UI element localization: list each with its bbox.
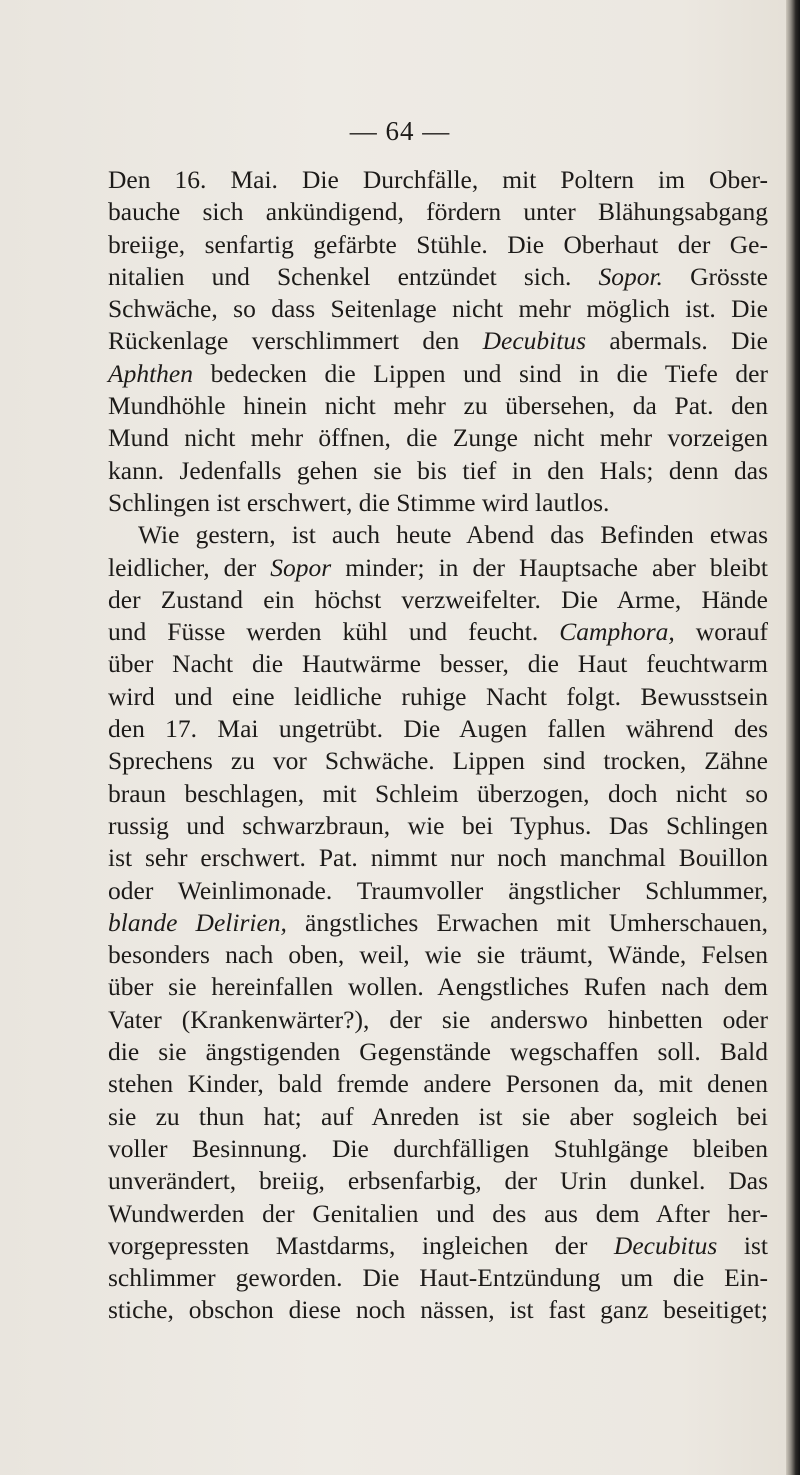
- text-line: schlimmer geworden. Die Haut-Entzündung um die Ein-: [108, 1263, 768, 1293]
- text-line: [108, 261, 768, 293]
- text-segment: ängstliches Erwachen mit Umherschauen,: [286, 907, 769, 937]
- text-line: bauche sich ankündigend, fördern unter Blähungsabgang: [108, 197, 768, 227]
- text-line: wird und eine leidliche ruhige Nacht folgt. Bewusstsein: [108, 681, 768, 711]
- text-line: Sprechens zu vor Schwäche. Lippen sind trocken, Zähne: [108, 746, 768, 776]
- text-line: Vater (Krankenwärter?), der sie anderswo hinbetten oder: [108, 1004, 768, 1034]
- italic-term: Sopor.: [598, 261, 663, 291]
- italic-term: Sopor: [270, 552, 332, 582]
- text-line: [108, 358, 768, 390]
- text-segment: ist: [717, 1230, 768, 1260]
- text-segment: minder; in der Hauptsache aber bleibt: [331, 552, 768, 582]
- text-line: Schlingen ist erschwert, die Stimme wird lautlos.: [108, 487, 610, 517]
- text-line: russig und schwarzbraun, wie bei Typhus. Das Schlingen: [108, 810, 768, 840]
- text-line: voller Besinnung. Die durchfälligen Stuhlgänge bleiben: [108, 1133, 768, 1163]
- text-line: Schwäche, so dass Seitenlage nicht mehr möglich ist. Die: [108, 294, 768, 324]
- text-line: oder Weinlimonade. Traumvoller ängstlicher Schlummer,: [108, 875, 768, 905]
- text-segment: worauf: [674, 617, 768, 647]
- text-segment: vorgepressten Mastdarms, ingleichen der: [108, 1230, 614, 1260]
- text-line: Wundwerden der Genitalien und des aus dem After her-: [108, 1198, 768, 1228]
- text-line: ist sehr erschwert. Pat. nimmt nur noch manchmal Bouillon: [108, 843, 768, 873]
- text-line: besonders nach oben, weil, wie sie träumt, Wände, Felsen: [108, 940, 768, 970]
- text-line: sie zu thun hat; auf Anreden ist sie aber sogleich bei: [108, 1101, 768, 1131]
- text-line: unverändert, breiig, erbsenfarbig, der Urin dunkel. Das: [108, 1166, 768, 1196]
- text-line: die sie ängstigenden Gegenstände wegschaffen soll. Bald: [108, 1037, 768, 1067]
- text-segment: und Füsse werden kühl und feucht.: [108, 617, 560, 647]
- text-line: [108, 616, 768, 648]
- text-line: [108, 907, 768, 939]
- text-line: der Zustand ein höchst verzweifelter. Die Arme, Hände: [108, 584, 768, 614]
- text-line: Mundhöhle hinein nicht mehr zu übersehen, da Pat. den: [108, 391, 768, 421]
- text-line: stiche, obschon diese noch nässen, ist fast ganz beseitiget;: [108, 1295, 768, 1325]
- text-line: [108, 1230, 768, 1262]
- text-segment: bedecken die Lippen und sind in die Tiefe der: [192, 358, 768, 388]
- text-line: [108, 325, 768, 357]
- italic-term: Camphora,: [559, 617, 675, 647]
- text-segment: Rückenlage verschlimmert den: [108, 326, 483, 356]
- page-body-text: [108, 164, 768, 1327]
- page-number-header: — 64 —: [349, 116, 451, 146]
- text-line: über sie hereinfallen wollen. Aengstliches Rufen nach dem: [108, 972, 768, 1002]
- text-line: breiige, senfartig gefärbte Stühle. Die Oberhaut der Ge-: [108, 229, 768, 259]
- text-line: Wie gestern, ist auch heute Abend das Befinden etwas: [138, 520, 768, 550]
- text-segment: Grösste: [662, 261, 768, 291]
- text-line: den 17. Mai ungetrübt. Die Augen fallen während des: [108, 714, 768, 744]
- text-line: Den 16. Mai. Die Durchfälle, mit Poltern im Ober-: [108, 165, 768, 194]
- italic-term: Decubitus: [613, 1230, 718, 1260]
- text-line: braun beschlagen, mit Schleim überzogen, doch nicht so: [108, 778, 768, 808]
- text-line: Mund nicht mehr öffnen, die Zunge nicht mehr vorzeigen: [108, 423, 768, 453]
- text-line: [108, 552, 768, 584]
- text-segment: leidlicher, der: [108, 552, 271, 582]
- text-line: kann. Jedenfalls gehen sie bis tief in den Hals; denn das: [108, 455, 768, 485]
- text-line: über Nacht die Hautwärme besser, die Haut feuchtwarm: [108, 649, 768, 679]
- italic-term: Aphthen: [108, 358, 193, 388]
- text-segment: nitalien und Schenkel entzündet sich.: [108, 261, 599, 291]
- page-edge-shadow: [786, 0, 800, 1475]
- text-segment: abermals. Die: [586, 326, 769, 356]
- text-line: stehen Kinder, bald fremde andere Personen da, mit denen: [108, 1069, 768, 1099]
- italic-term: Decubitus: [482, 326, 587, 356]
- italic-term: blande Delirien,: [108, 907, 287, 937]
